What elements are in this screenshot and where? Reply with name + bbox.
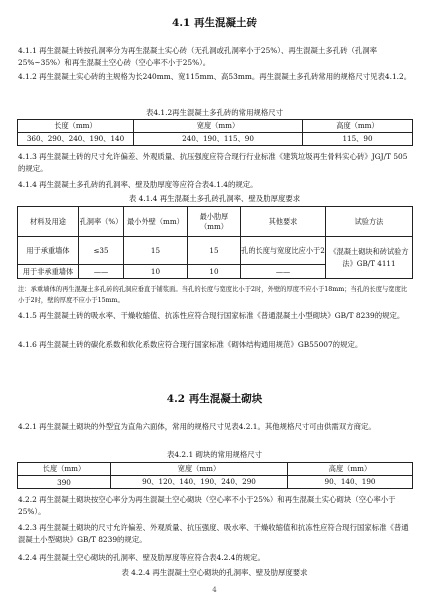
table-header: 长度（mm） xyxy=(18,120,134,133)
table-header: 长度（mm） xyxy=(18,463,111,476)
table-cell: 90、120、140、190、240、290 xyxy=(111,476,288,489)
table-4-2-1-caption: 表4.2.1 砌块的常用规格尺寸 xyxy=(166,450,263,459)
table-cell: 用于承重墙体 xyxy=(18,237,79,265)
table-header: 其他要求 xyxy=(241,207,326,237)
table-header: 最小外壁（mm） xyxy=(124,207,188,237)
table-cell: 115、90 xyxy=(303,133,413,146)
table-header: 高度（mm） xyxy=(288,463,413,476)
table-cell: 《混凝土砌块和砖试验方法》GB/T 4111 xyxy=(326,237,413,279)
table-cell: —— xyxy=(79,265,124,279)
table-cell: 360、290、240、190、140 xyxy=(18,133,134,146)
clause-4-1-5: 4.1.5 再生混凝土砖的吸水率、干燥收缩值、抗冻性应符合现行国家标准《普通混凝土小型砌块》GB/T 8239的规定。 xyxy=(18,311,405,320)
table-header: 最小肋厚（mm） xyxy=(188,207,241,237)
table-cell: 10 xyxy=(124,265,188,279)
table-4-1-4-caption: 表 4.1.4 再生混凝土多孔砖孔洞率、壁及肋厚度要求 xyxy=(128,194,301,203)
table-header: 高度（mm） xyxy=(303,120,413,133)
table-cell: 孔的长度与宽度比应小于2 xyxy=(241,237,326,265)
table-cell: 240、190、115、90 xyxy=(134,133,303,146)
clause-4-1-4: 4.1.4 再生混凝土多孔砖的孔洞率、壁及肋厚度等应符合表4.1.4的规定。 xyxy=(18,180,258,189)
table-cell: 15 xyxy=(188,237,241,265)
clause-4-1-3: 4.1.3 再生混凝土砖的尺寸允许偏差、外观质量、抗压强度应符合现行行业标准《建筑垃圾再生骨料实心砖》JGJ/T 505的规定。 xyxy=(18,152,408,173)
table-cell: 90、140、190 xyxy=(288,476,413,489)
clause-4-2-4: 4.2.4 再生混凝土空心砌块的孔洞率、壁及肋厚度等应符合表4.2.4的规定。 xyxy=(18,553,265,562)
clause-4-1-6: 4.1.6 再生混凝土砖的碳化系数和软化系数应符合现行国家标准《砌体结构通用规范》GB55007的规定。 xyxy=(18,340,363,349)
table-cell: 用于非承重墙体 xyxy=(18,265,79,279)
table-cell: ≤35 xyxy=(79,237,124,265)
section-4-1-title: 4.1 再生混凝土砖 xyxy=(172,17,257,29)
clause-4-2-3: 4.2.3 再生混凝土砌块的尺寸允许偏差、外观质量、抗压强度、吸水率、干燥收缩值和抗冻性应符合现行国家标准《普通混凝土小型砌块》GB/T 8239的规定。 xyxy=(18,523,409,544)
table-cell: —— xyxy=(241,265,326,279)
section-4-2-title: 4.2 再生混凝土砌块 xyxy=(166,393,263,405)
table-4-1-2 xyxy=(17,119,413,146)
table-cell: 390 xyxy=(18,476,111,489)
table-4-1-2-caption: 表4.1.2再生混凝土多孔砖的常用规格尺寸 xyxy=(145,108,284,117)
clause-4-1-1: 4.1.1 再生混凝土砖按孔洞率分为再生混凝土实心砖（无孔洞或孔洞率小于25%）、再生混凝土多孔砖（孔洞率25%~35%）和再生混凝土空心砖（空心率不小于25%）。 xyxy=(18,46,378,67)
table-4-1-4 xyxy=(17,206,413,279)
clause-4-2-2: 4.2.2 再生混凝土砌块按空心率分为再生混凝土空心砌块（空心率不小于25%）和再生混凝土实心砌块（空心率小于25%）。 xyxy=(18,495,396,516)
table-cell: 10 xyxy=(188,265,241,279)
table-header: 宽度（mm） xyxy=(111,463,288,476)
table-header: 宽度（mm） xyxy=(134,120,303,133)
clause-4-2-1: 4.2.1 再生混凝土砌块的外型宜为直角六面体，常用的规格尺寸见表4.2.1。其他规格尺寸可由供需双方商定。 xyxy=(18,422,376,431)
table-header: 试验方法 xyxy=(326,207,413,237)
table-4-2-4-caption: 表 4.2.4 再生混凝土空心砌块的孔洞率、壁及肋厚度要求 xyxy=(121,568,308,577)
table-header: 材料及用途 xyxy=(18,207,79,237)
table-header: 孔洞率（%） xyxy=(79,207,124,237)
table-cell: 15 xyxy=(124,237,188,265)
clause-4-1-2: 4.1.2 再生混凝土实心砖的主规格为长240mm、宽115mm、高53mm。再生混凝土多孔砖常用的规格尺寸见表4.1.2。 xyxy=(18,72,412,81)
table-4-1-4-note: 注：承重墙体的再生混凝土多孔砖的孔洞应垂直于铺浆面。当孔的长度与宽度比小于2时，外壁的厚度不应小于18mm；当孔的长度与宽度比小于2时，壁的厚度不应小于15mm。 xyxy=(18,286,408,304)
page-number: 4 xyxy=(212,586,217,594)
table-4-2-1 xyxy=(17,462,413,489)
